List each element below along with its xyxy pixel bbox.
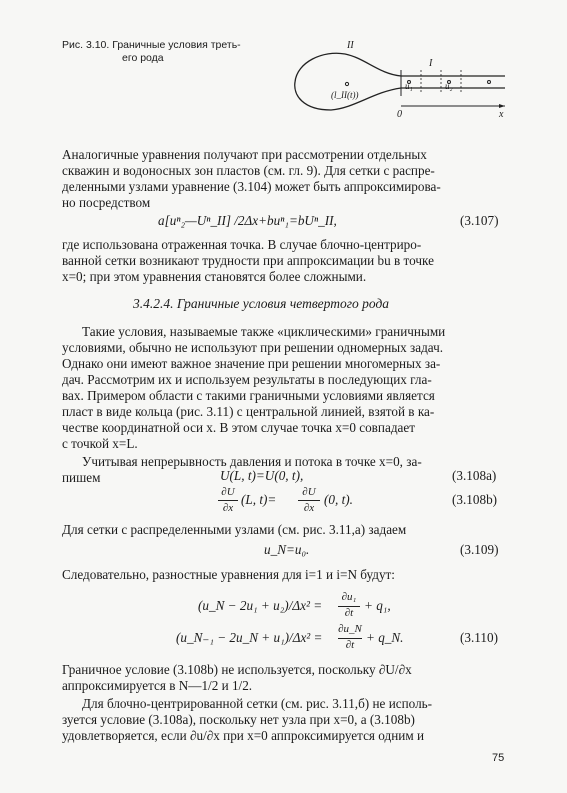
eq-3-110-line1-frac-den: ∂t (344, 607, 354, 619)
equation-3-107: a[uⁿ₂—Uⁿ_II] /2Δx+buⁿ₁=bUⁿ_II, (158, 213, 337, 228)
para4-line1: Учитывая непрерывность давления и потока в точке x=0, за- (82, 454, 422, 469)
para7-line1: Граничное условие (3.108b) не используется, поскольку ∂U/∂x (62, 662, 412, 677)
para3-line2: условиями, обычно не используют при решении одномерных задач. (62, 340, 444, 355)
label-region-func: (l_II(t)) (331, 90, 359, 100)
eq-3-110-line1-tail: + q₁, (364, 598, 391, 613)
para2-line3: x=0; при этом уравнения становятся более сложными. (62, 269, 367, 284)
equation-3-108b-number: (3.108b) (452, 492, 498, 507)
para3-line3: Однако они имеют важное значение при решении многомерных за- (62, 356, 441, 371)
para3-line1: Такие условия, называемые также «циклическими» граничными (82, 324, 446, 339)
label-x-axis: x (499, 109, 504, 120)
eq-3-108b-lhs-bar (218, 500, 238, 501)
para3-line4: дач. Рассмотрим их и используем результаты в последующих гла- (62, 372, 432, 387)
eq-3-110-line1-frac-num: ∂u₁ (341, 591, 357, 603)
figure-boundary-diagram (283, 40, 513, 120)
label-origin: 0 (397, 109, 402, 120)
para8-line3: удовлетворяется, если ∂u/∂x при x=0 аппроксимируется одним и (62, 728, 425, 743)
x-axis-arrow (499, 104, 505, 108)
para3-line7: честве координатной оси x. В этом случае точка x=0 совпадает (62, 420, 416, 435)
eq-3-108b-rhs-num: ∂U (302, 486, 316, 498)
para2-line1: где использована отраженная точка. В случае блочно-центриро- (62, 237, 422, 252)
section-heading: 3.4.2.4. Граничные условия четвертого рода (133, 296, 390, 311)
figure-caption-line1: Рис. 3.10. Граничные условия треть- (62, 39, 241, 51)
eq-3-110-line2-frac-num: ∂u_N (338, 623, 362, 635)
para5: Для сетки с распределенными узлами (см. рис. 3.11,a) задаем (62, 522, 407, 537)
eq-3-108b-rhs-bar (298, 500, 320, 501)
para4-line2: пишем (62, 470, 101, 485)
equation-3-109-number: (3.109) (460, 542, 499, 557)
eq-3-110-line2-frac-den: ∂t (345, 639, 355, 651)
label-u1: u₁ (405, 81, 413, 91)
figure-caption-line2: его рода (122, 52, 164, 64)
eq-3-110-line1-lhs: (u_N − 2u₁ + u₂)/Δx² = (198, 598, 323, 613)
eq-3-108b-rhs-den: ∂x (303, 502, 315, 514)
eq-3-110-line2-tail: + q_N. (366, 630, 404, 645)
para3-line5: вах. Примером области с такими граничными условиями является (62, 388, 435, 403)
label-region-II: II (347, 40, 354, 51)
equation-3-107-number: (3.107) (460, 213, 499, 228)
para3-line8: с точкой x=L. (62, 436, 138, 451)
para2-line2: ванной сетки возникают трудности при аппроксимации bu в точке (62, 253, 434, 268)
node-u3 (488, 81, 491, 84)
para8-line2: зуется условие (3.108a), поскольку нет узла при x=0, а (3.108b) (62, 712, 415, 727)
eq-3-108b-end: (0, t). (324, 492, 353, 507)
para6: Следовательно, разностные уравнения для i=1 и i=N будут: (62, 567, 395, 582)
equation-3-108a-number: (3.108a) (452, 468, 497, 483)
eq-3-108b-lhs-den: ∂x (222, 502, 234, 514)
eq-3-108b-mid: (L, t)= (241, 492, 277, 507)
para1-line1: Аналогичные уравнения получают при рассмотрении отдельных (62, 147, 427, 162)
eq-3-108b-lhs-num: ∂U (221, 486, 235, 498)
equation-3-108a: U(L, t)=U(0, t), (220, 468, 304, 483)
para7-line2: аппроксимируется в N—1/2 и 1/2. (62, 678, 253, 693)
para3-line6: пласт в виде кольца (рис. 3.11) с центральной линией, взятой в ка- (62, 404, 435, 419)
para1-line2: скважин и водоносных зон пластов (см. гл. 9). Для сетки с распре- (62, 163, 435, 178)
region-node (345, 82, 348, 85)
eq-3-110-line2-lhs: (u_N₋₁ − 2u_N + u₁)/Δx² = (176, 630, 323, 645)
para1-line3: деленными узлами уравнение (3.104) может быть аппроксимирова- (62, 179, 441, 194)
figure-svg (283, 40, 513, 120)
equation-3-110-number: (3.110) (460, 630, 498, 645)
label-region-I: I (429, 58, 433, 69)
page-number: 75 (492, 752, 505, 764)
label-u2: u₂ (445, 81, 453, 91)
para8-line1: Для блочно-центрированной сетки (см. рис. 3.11,б) не исполь- (82, 696, 433, 711)
equation-3-109: u_N=u₀. (264, 542, 310, 557)
para1-line4: но посредством (62, 195, 151, 210)
domain-outline (295, 53, 505, 110)
